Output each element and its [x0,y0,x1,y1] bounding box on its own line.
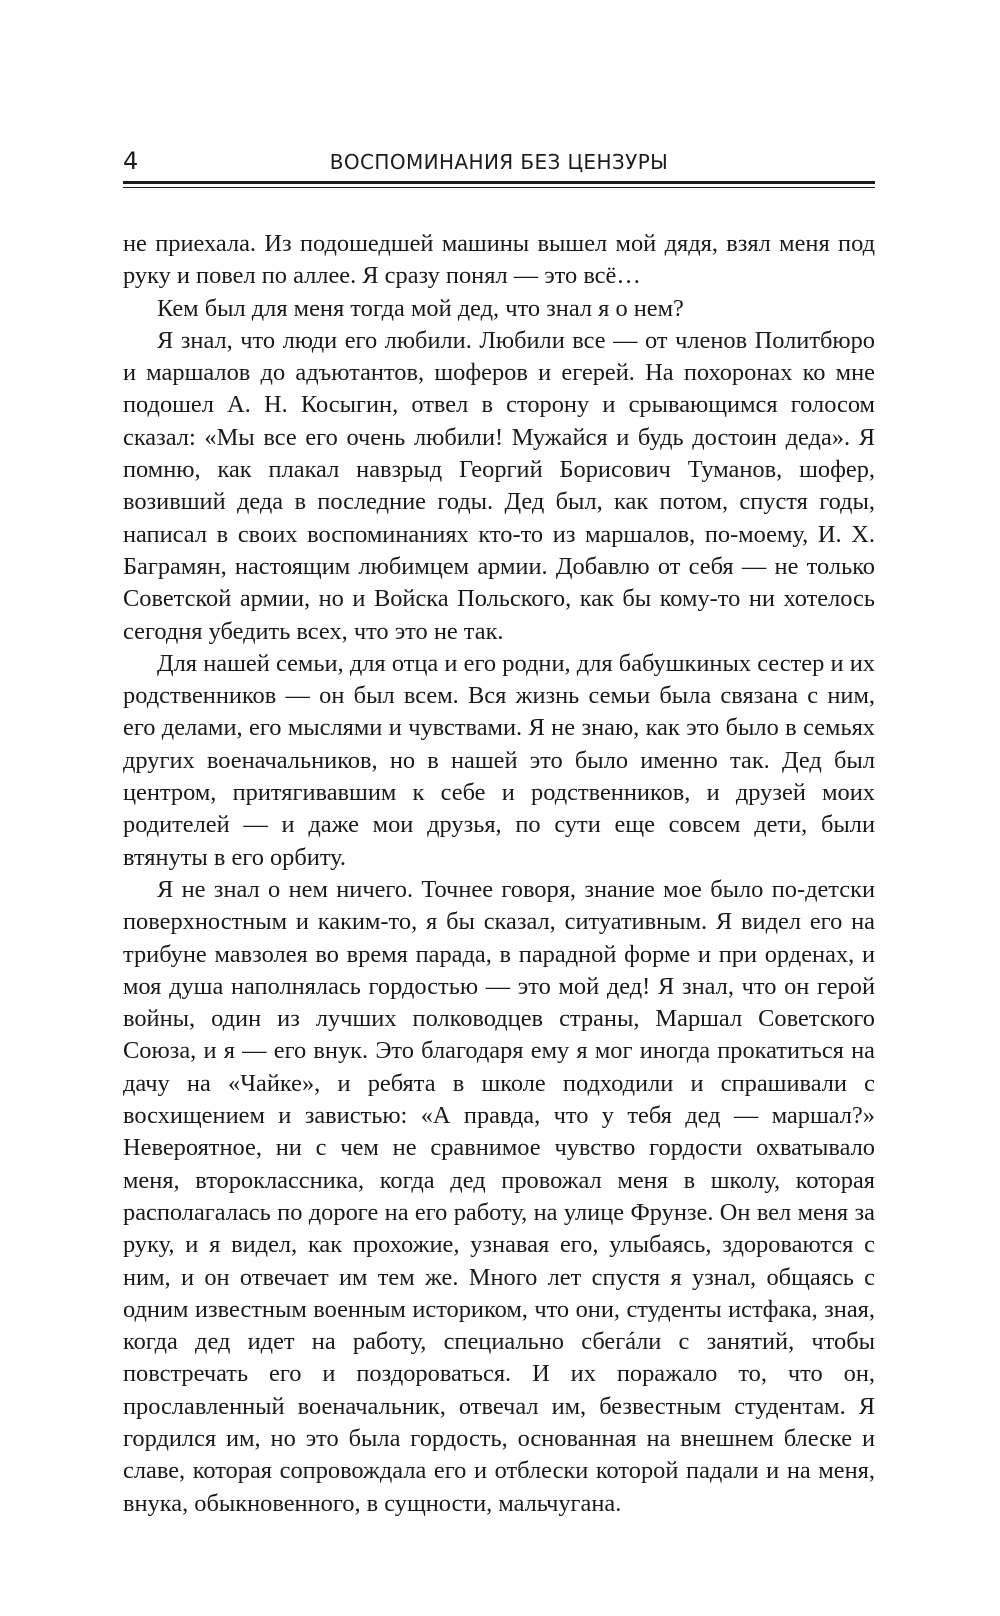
paragraph: Кем был для меня тогда мой дед, что знал я о нем? [157,294,684,322]
paragraph: Я не знал о нем ничего. Точнее говоря, знание мое было по-детски поверхностным и каким-то, я бы сказал, ситуативным. Я видел его на трибуне мавзолея во время парада, в парадной форме и при орденах, и моя душа наполнялась гордостью — это мой дед! Я знал, что он герой войны, один из лучших полководцев страны, Маршал Советского Союза, и я — его внук. Это благодаря ему я мог иногда прокатиться на дачу на «Чайке», и ребята в школе подходили и спрашивали с восхищением и завистью: «А правда, что у тебя дед — маршал?» Невероятное, ни с чем не сравнимое чувство гордости охватывало меня, второклассника, когда дед провожал меня в школу, которая располагалась по дороге на его работу, на улице Фрунзе. Он вел меня за руку, и я видел, как прохожие, узнавая его, улыбаясь, здороваются с ним, и он отвечает им тем же. Много лет спустя я узнал, общаясь с одним известным военным историком, что они, студенты истфака, зная, когда дед идет на работу, специально сбегáли с занятий, чтобы повстречать его и поздороваться. И их поражало то, что он, прославленный военачальник, отвечал им, безвестным студентам. Я гордился им, но это была гордость, основанная на внешнем блеске и славе, которая сопровождала его и отблески которой падали и на меня, внука, обыкновенного, в сущности, мальчугана. [123,875,875,1517]
body-text [123,228,875,1520]
running-title: ВОСПОМИНАНИЯ БЕЗ ЦЕНЗУРЫ [329,150,669,174]
page-number: 4 [123,147,139,175]
header-rule-thick [123,181,875,184]
paragraph: Для нашей семьи, для отца и его родни, для бабушкиных сестер и их родственников — он был всем. Вся жизнь семьи была связана с ним, его делами, его мыслями и чувствами. Я не знаю, как это было в семьях других военачальников, но в нашей это было именно так. Дед был центром, притягивавшим к себе и родственников, и друзей моих родителей — и даже мои друзья, по сути еще совсем дети, были втянуты в его орбиту. [123,649,875,871]
running-head [123,146,875,182]
paragraph-continued: не приехала. Из подошедшей машины вышел мой дядя, взял меня под руку и повел по аллее. Я сразу понял — это всё… [123,230,875,290]
header-rule-thin [123,187,875,188]
paragraph: Я знал, что люди его любили. Любили все — от членов Политбюро и маршалов до адъютантов, шоферов и егерей. На похоронах ко мне подошел А. Н. Косыгин, отвел в сторону и срывающимся голосом сказал: «Мы все его очень любили! Мужайся и будь достоин деда». Я помню, как плакал навзрыд Георгий Борисович Туманов, шофер, возивший деда в последние годы. Дед был, как потом, спустя годы, написал в своих воспоминаниях кто-то из маршалов, по-моему, И. Х. Баграмян, настоящим любимцем армии. Добавлю от себя — не только Советской армии, но и Войска Польского, как бы кому-то ни хотелось сегодня убедить всех, что это не так. [123,326,875,645]
